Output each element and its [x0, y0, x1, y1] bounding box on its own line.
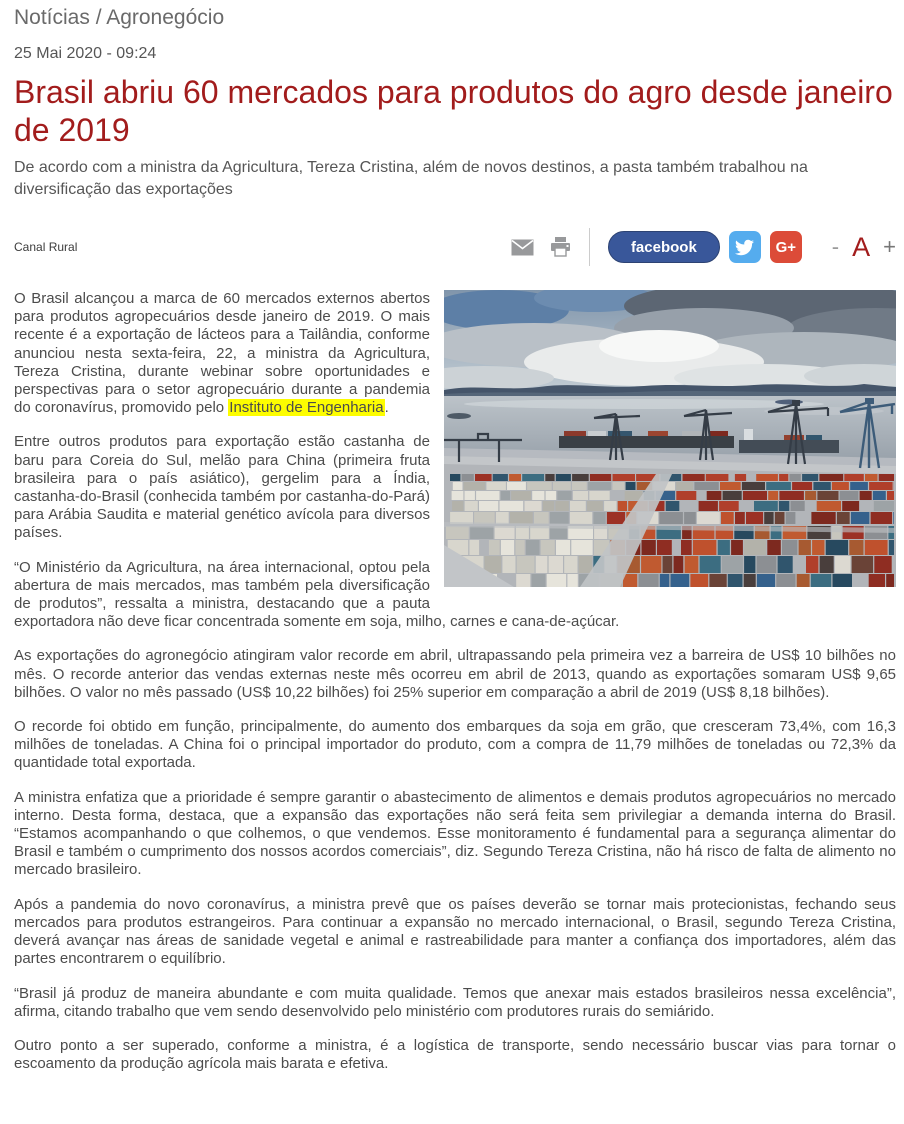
- divider: [589, 228, 590, 266]
- byline: Canal Rural: [14, 240, 78, 254]
- print-icon[interactable]: [550, 237, 571, 257]
- paragraph-8: “Brasil já produz de maneira abundante e com muita qualidade. Temos que anexar mais estados brasileiros nessa excelência”, afirma, citando trabalho que vem sendo desenvolvido pelo ministério com produtores rurais do semiárido.: [14, 984, 896, 1020]
- article-subtitle: De acordo com a ministra da Agricultura, Tereza Cristina, além de novos destinos, a pasta também trabalhou na diversificação das exportações: [14, 159, 808, 198]
- font-increase-button[interactable]: +: [883, 234, 896, 259]
- paragraph-7: Após a pandemia do novo coronavírus, a ministra prevê que os países deverão se tornar mais protecionistas, fechando seus mercados para produtos estrangeiros. Para continuar a expansão no mercado internacional, o Brasil, segundo Tereza Cristina, deverá avançar nas áreas de sanidade vegetal e animal e rastreabilidade para manter a confiança dos importadores, além das partes encontrarem o equilíbrio.: [14, 895, 896, 968]
- font-decrease-button[interactable]: -: [831, 234, 840, 259]
- twitter-bird-icon: [735, 238, 754, 257]
- breadcrumb[interactable]: Notícias / Agronegócio: [14, 6, 225, 29]
- container-port-photo: [444, 290, 896, 587]
- article-body: [14, 290, 896, 1073]
- font-size-indicator: A: [852, 231, 871, 262]
- googleplus-share-button[interactable]: G+: [770, 231, 802, 263]
- twitter-share-button[interactable]: [729, 231, 761, 263]
- page-title: Brasil abriu 60 mercados para produtos do agro desde janeiro de 2019: [14, 74, 893, 148]
- email-icon[interactable]: [511, 239, 534, 256]
- paragraph-6: A ministra enfatiza que a prioridade é sempre garantir o abastecimento de alimentos e demais produtos agropecuários no mercado interno. Desta forma, destaca, que a expansão das exportações não será feita sem privilegiar a demanda interna do Brasil. “Estamos acompanhando o que colhemos, o que vendemos. Esse monitoramento é fundamental para a segurança alimentar do Brasil e também o cumprimento dos nossos acordos comerciais”, diz. Segundo Tereza Cristina, não há risco de falta de alimento no mercado brasileiro.: [14, 788, 896, 879]
- share-bar: [14, 228, 896, 266]
- facebook-share-button[interactable]: facebook: [608, 231, 720, 263]
- paragraph-5: O recorde foi obtido em função, principalmente, do aumento dos embarques da soja em grão, que cresceram 73,4%, com 16,3 milhões de toneladas. A China foi o principal importador do produto, com a compra de 11,79 milhões de toneladas ou 72,3% da quantidade total exportada.: [14, 718, 896, 772]
- paragraph-3: “O Ministério da Agricultura, na área internacional, optou pela abertura de mais mercados, mas também pela diversificação de produtos”, ressalta a ministra, destacando que a pauta exportadora não deve ficar concentrada somente em soja, milho, carnes e cana-de-açúcar.: [14, 558, 620, 631]
- paragraph-9: Outro ponto a ser superado, conforme a ministra, é a logística de transporte, sendo necessário buscar vias para tornar o escoamento da produção agrícola mais barata e efetiva.: [14, 1036, 896, 1073]
- highlighted-term: Instituto de Engenharia: [229, 399, 384, 417]
- paragraph-text: O Brasil alcançou a marca de 60 mercados externos abertos para produtos agropecuários desde janeiro de 2019. O mais recente é a exportação de lácteos para a Tailândia, conforme anunciou nesta sexta-feira, 22, a ministra da Agricultura, Tereza Cristina, durante webinar sobre oportunidades e perspectivas para o setor agropecuário durante a pandemia do coronavírus, promovido pelo: [14, 290, 430, 417]
- paragraph-text: .: [384, 399, 389, 417]
- publish-date: 25 Mai 2020 - 09:24: [14, 45, 157, 62]
- share-actions: [511, 228, 896, 266]
- paragraph-2: Entre outros produtos para exportação estão castanha de baru para Coreia do Sul, melão para China (primeira fruta brasileira para o país asiático), gergelim para a Índia, castanha-do-Brasil (conhecida também por castanha-do-Pará) para Arábia Saudita e material genético avícola para diversos países.: [14, 433, 430, 542]
- paragraph-4: As exportações do agronegócio atingiram valor recorde em abril, ultrapassando pela primeira vez a barreira de US$ 10 bilhões no mês. O recorde anterior das vendas externas neste mês ocorreu em abril de 2013, quando as exportações somaram US$ 9,65 bilhões. O valor no mês passado (US$ 10,22 bilhões) foi 25% superior em comparação a abril de 2019 (US$ 8,18 bilhões).: [14, 647, 896, 701]
